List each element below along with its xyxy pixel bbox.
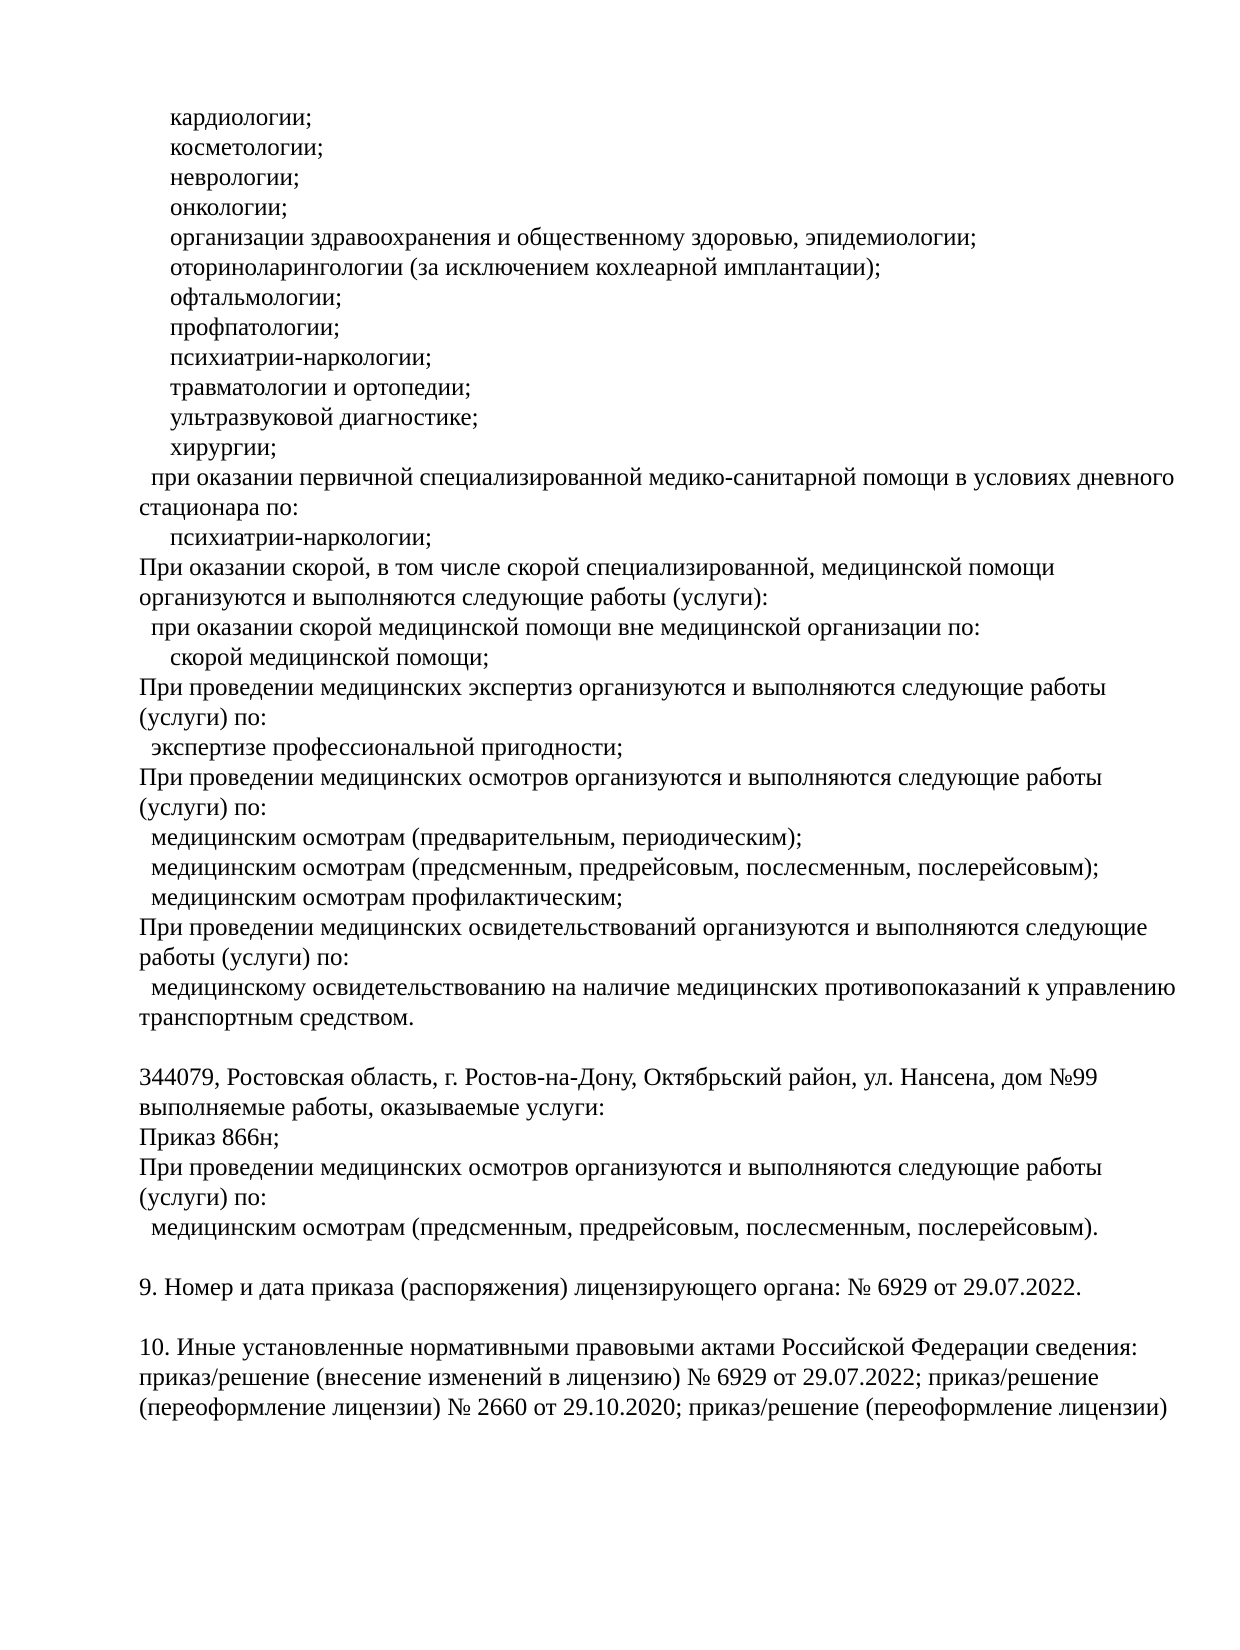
text-line: медицинским осмотрам (предсменным, предрейсовым, послесменным, послерейсовым); (151, 854, 1100, 881)
text-line: 344079, Ростовская область, г. Ростов-на-Дону, Октябрьский район, ул. Нансена, дом №99 (139, 1064, 1098, 1091)
text-line: При проведении медицинских освидетельствований организуются и выполняются следующие (139, 914, 1148, 941)
text-line: При проведении медицинских экспертиз организуются и выполняются следующие работы (139, 674, 1107, 701)
text-line: При оказании скорой, в том числе скорой специализированной, медицинской помощи (139, 554, 1055, 581)
text-line: организации здравоохранения и общественному здоровью, эпидемиологии; (170, 224, 977, 251)
text-line: (услуги) по: (139, 794, 267, 821)
text-line: при оказании первичной специализированной медико-санитарной помощи в условиях дневного (151, 464, 1175, 491)
text-line: медицинским осмотрам профилактическим; (151, 884, 623, 911)
text-line: работы (услуги) по: (139, 944, 350, 971)
text-line: при оказании скорой медицинской помощи вне медицинской организации по: (151, 614, 981, 641)
text-line: 9. Номер и дата приказа (распоряжения) лицензирующего органа: № 6929 от 29.07.2022. (139, 1274, 1082, 1301)
text-line: Приказ 866н; (139, 1124, 280, 1151)
text-line: приказ/решение (внесение изменений в лицензию) № 6929 от 29.07.2022; приказ/решение (139, 1364, 1099, 1391)
text-line: организуются и выполняются следующие работы (услуги): (139, 584, 769, 611)
text-line: экспертизе профессиональной пригодности; (151, 734, 624, 761)
text-line: хирургии; (170, 434, 278, 461)
text-line: (переоформление лицензии) № 2660 от 29.10.2020; приказ/решение (переоформление лицензии) (139, 1394, 1168, 1421)
text-line: травматологии и ортопедии; (170, 374, 472, 401)
text-line: стационара по: (139, 494, 299, 521)
text-line: При проведении медицинских осмотров организуются и выполняются следующие работы (139, 764, 1103, 791)
text-line: кардиологии; (170, 104, 313, 131)
text-line: неврологии; (170, 164, 300, 191)
text-line: медицинскому освидетельствованию на наличие медицинских противопоказаний к управлению (151, 974, 1176, 1001)
text-line: оториноларингологии (за исключением кохлеарной имплантации); (170, 254, 882, 281)
text-line: косметологии; (170, 134, 324, 161)
blank-line (139, 1303, 1219, 1333)
text-line: профпатологии; (170, 314, 341, 341)
document-body (139, 103, 1219, 1423)
text-line: психиатрии-наркологии; (170, 524, 432, 551)
text-line: При проведении медицинских осмотров организуются и выполняются следующие работы (139, 1154, 1103, 1181)
text-line: онкологии; (170, 194, 288, 221)
text-line: ультразвуковой диагностике; (170, 404, 479, 431)
blank-line (139, 1243, 1219, 1273)
text-line: (услуги) по: (139, 704, 267, 731)
text-line: скорой медицинской помощи; (170, 644, 490, 671)
text-line: (услуги) по: (139, 1184, 267, 1211)
text-line: медицинским осмотрам (предварительным, периодическим); (151, 824, 803, 851)
text-line: офтальмологии; (170, 284, 343, 311)
text-line: психиатрии-наркологии; (170, 344, 432, 371)
text-line: 10. Иные установленные нормативными правовыми актами Российской Федерации сведения: (139, 1334, 1138, 1361)
text-line: медицинским осмотрам (предсменным, предрейсовым, послесменным, послерейсовым). (151, 1214, 1099, 1241)
text-line: транспортным средством. (139, 1004, 415, 1031)
blank-line (139, 1033, 1219, 1063)
text-line: выполняемые работы, оказываемые услуги: (139, 1094, 606, 1121)
